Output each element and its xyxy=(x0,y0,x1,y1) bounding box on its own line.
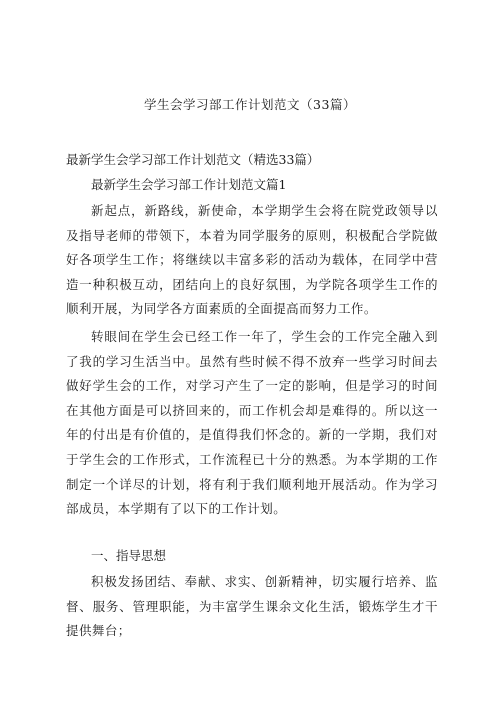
main-heading: 最新学生会学习部工作计划范文（精选33篇） xyxy=(66,152,320,167)
paragraph-intro: 新起点，新路线，新使命，本学期学生会将在院党政领导以及指导老师的带领下，本着为同学服务的原则，积极配合学院做好各项学生工作；将继续以丰富多彩的活动为载体，在同学中营造一种积极互动，团结向上的良好氛围，为学院各项学生工作的顺利开展，为同学各方面素质的全面提高而努力工作。 xyxy=(66,203,438,317)
section-heading-guiding-ideology: 一、指导思想 xyxy=(91,548,167,563)
paragraph-reflection: 转眼间在学生会已经工作一年了，学生会的工作完全融入到了我的学习生活当中。虽然有些时候不得不放弃一些学习时间去做好学生会的工作，对学习产生了一定的影响，但是学习的时间在其他方面是可以挤回来的，而工作机会却是难得的。所以这一年的付出是有价值的，是值得我们怀念的。新的一学期，我们对于学生会的工作形式，工作流程已十分的熟悉。为本学期的工作制定一个详尽的计划，将有利于我们顺利地开展活动。作为学习部成员，本学期有了以下的工作计划。 xyxy=(66,329,438,517)
document-title: 学生会学习部工作计划范文（33篇） xyxy=(144,97,356,112)
paragraph-guiding-ideology: 积极发扬团结、奉献、求实、创新精神，切实履行培养、监督、服务、管理职能，为丰富学生课余文化生活，锻炼学生才干提供舞台； xyxy=(66,574,438,639)
sub-heading: 最新学生会学习部工作计划范文篇1 xyxy=(91,177,287,192)
